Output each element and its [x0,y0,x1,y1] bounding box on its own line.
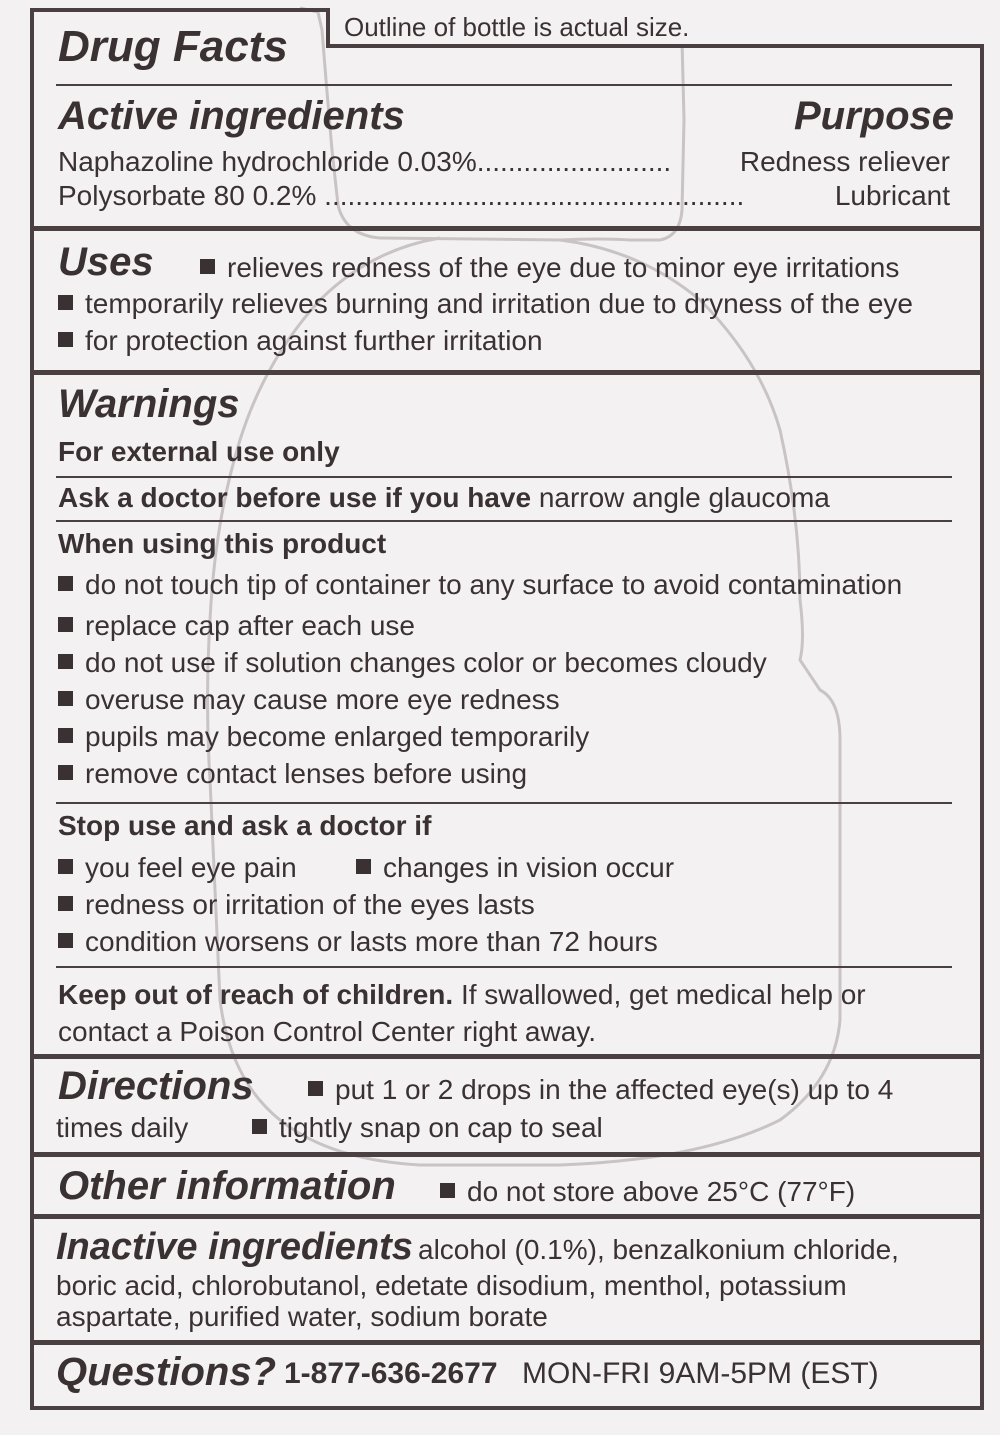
bullet-icon [58,576,73,591]
bullet-icon [58,765,73,780]
active-ingredient-2: Polysorbate 80 0.2% ...................................................... [58,180,745,211]
bullet-icon [58,859,73,874]
bullet-icon [58,332,73,347]
warnings-divider [56,966,952,968]
bullet-icon [308,1081,323,1096]
title-divider [56,84,952,86]
directions-line-2: times daily [56,1112,189,1143]
outline-note-text: Outline of bottle is actual size. [344,12,690,42]
bullet-icon [58,691,73,706]
uses-item-1: relieves redness of the eye due to minor eye irritations [200,252,899,284]
drug-facts-title: Drug Facts [58,22,288,71]
other-info-heading: Other information [58,1164,396,1208]
when-using-heading: When using this product [58,528,387,559]
section-divider [34,1214,980,1219]
stop-use-item: you feel eye pain [58,852,297,884]
keep-out-line-2: contact a Poison Control Center right away. [58,1016,596,1047]
ask-doctor-line: Ask a doctor before use if you have narrow angle glaucoma [58,482,830,513]
purpose-1: Redness reliever [739,146,950,177]
uses-item-2: temporarily relieves burning and irritation due to dryness of the eye [58,288,913,320]
when-using-item: remove contact lenses before using [58,758,527,790]
stop-use-item: changes in vision occur [356,852,674,884]
external-use-text: For external use only [58,436,340,467]
questions-heading: Questions? [56,1350,277,1394]
stop-use-heading: Stop use and ask a doctor if [58,810,432,841]
bullet-icon [58,654,73,669]
section-divider [34,1152,980,1157]
questions-hours: MON-FRI 9AM-5PM (EST) [522,1357,879,1390]
purpose-2: Lubricant [834,180,950,211]
bullet-icon [440,1183,455,1198]
stop-use-item: redness or irritation of the eyes lasts [58,889,535,921]
section-divider [34,226,980,231]
bullet-icon [252,1119,267,1134]
purpose-heading: Purpose [793,94,954,138]
questions-phone: 1-877-636-2677 [284,1357,498,1390]
warnings-heading: Warnings [58,382,240,426]
bullet-icon [58,933,73,948]
bullet-icon [356,859,371,874]
bullet-icon [58,295,73,310]
inactive-line-2: boric acid, chlorobutanol, edetate disodium, menthol, potassium [56,1270,847,1301]
when-using-item: do not touch tip of container to any surface to avoid contamination [58,569,902,601]
directions-item-1: put 1 or 2 drops in the affected eye(s) up to 4 [308,1074,893,1106]
inactive-line-1: alcohol (0.1%), benzalkonium chloride, [418,1234,899,1265]
active-ingredient-1: Naphazoline hydrochloride 0.03%......................... [58,146,672,177]
when-using-item: replace cap after each use [58,610,415,642]
bullet-icon [58,728,73,743]
directions-item-2: tightly snap on cap to seal [252,1112,603,1144]
directions-heading: Directions [58,1064,254,1108]
other-info-item: do not store above 25°C (77°F) [440,1176,855,1208]
bullet-icon [58,896,73,911]
notch-bottom-rule [326,44,984,48]
uses-item-3: for protection against further irritation [58,325,543,357]
notch-left-rule [326,8,330,48]
warnings-divider [56,520,952,522]
section-divider [34,1054,980,1059]
active-ingredients-heading: Active ingredients [58,94,405,138]
warnings-divider [56,802,952,804]
keep-out-line-1: Keep out of reach of children. If swallowed, get medical help or [58,979,866,1010]
section-divider [34,370,980,375]
bullet-icon [200,259,215,274]
warnings-divider [56,476,952,478]
outline-note-box [330,6,990,44]
inactive-ingredients-heading: Inactive ingredients [56,1226,413,1268]
bullet-icon [58,617,73,632]
when-using-item: do not use if solution changes color or becomes cloudy [58,647,767,679]
when-using-item: overuse may cause more eye redness [58,684,560,716]
when-using-item: pupils may become enlarged temporarily [58,721,589,753]
stop-use-item: condition worsens or lasts more than 72 hours [58,926,658,958]
uses-heading: Uses [58,240,154,284]
section-divider [34,1340,980,1345]
inactive-line-3: aspartate, purified water, sodium borate [56,1301,548,1332]
